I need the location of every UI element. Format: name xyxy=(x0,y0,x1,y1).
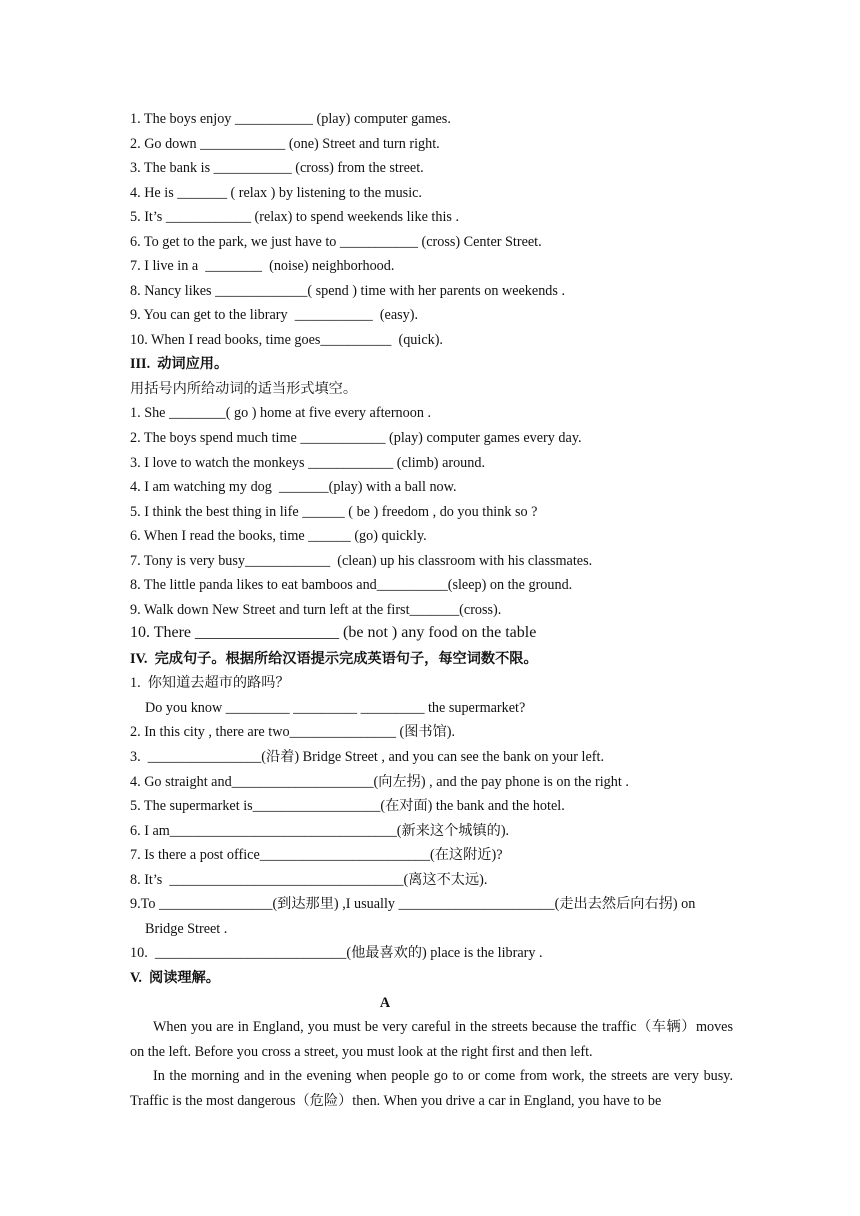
exercise-item: 8. Nancy likes _____________( spend ) time with her parents on weekends . xyxy=(130,283,565,299)
exercise-item: 3. The bank is ___________ (cross) from the street. xyxy=(130,160,424,176)
exercise-item-continuation: Bridge Street . xyxy=(145,921,228,937)
exercise-item: 1. 你知道去超市的路吗？ xyxy=(130,675,290,691)
exercise-item: 1. She ________( go ) home at five every afternoon . xyxy=(130,405,432,421)
reading-paragraph: In the morning and in the evening when people go to or come from work, the streets are very busy. Traffic is the most dangerous（危险）then. When you drive a car in England, you have to be xyxy=(130,1068,733,1109)
exercise-item: 4. Go straight and____________________(向左拐) , and the pay phone is on the right . xyxy=(130,774,629,790)
exercise-item: 10. ___________________________(他最喜欢的) place is the library . xyxy=(130,945,543,961)
exercise-item: 9. Walk down New Street and turn left at the first_______(cross). xyxy=(130,602,502,618)
exercise-item: 8. The little panda likes to eat bamboos and__________(sleep) on the ground. xyxy=(130,577,573,593)
section-heading: III. 动词应用。 xyxy=(130,356,229,372)
exercise-item: 8. It’s _________________________________(离这不太远). xyxy=(130,872,488,888)
exercise-item: 10. When I read books, time goes__________ (quick). xyxy=(130,332,443,348)
exercise-item: 5. I think the best thing in life ______ ( be ) freedom , do you think so ? xyxy=(130,504,538,520)
exercise-item: 5. The supermarket is__________________(在对面) the bank and the hotel. xyxy=(130,798,565,814)
exercise-item: 6. To get to the park, we just have to ___________ (cross) Center Street. xyxy=(130,234,542,250)
section-heading: V. 阅读理解。 xyxy=(130,970,220,986)
exercise-item: 6. I am________________________________(新来这个城镇的). xyxy=(130,823,510,839)
exercise-item: 7. I live in a ________ (noise) neighborhood. xyxy=(130,258,395,274)
section-instruction: 用括号内所给动词的适当形式填空。 xyxy=(130,381,358,397)
exercise-item: 4. I am watching my dog _______(play) with a ball now. xyxy=(130,479,457,495)
exercise-item: 2. Go down ____________ (one) Street and turn right. xyxy=(130,136,440,152)
exercise-item: 7. Is there a post office________________________(在这附近)? xyxy=(130,847,503,863)
exercise-item: 2. In this city , there are two_______________ (图书馆). xyxy=(130,724,456,740)
exercise-item: 1. The boys enjoy ___________ (play) computer games. xyxy=(130,111,451,127)
exercise-item: 5. It’s ____________ (relax) to spend weekends like this . xyxy=(130,209,460,225)
passage-title: A xyxy=(379,995,391,1011)
exercise-item: 2. The boys spend much time ____________ (play) computer games every day. xyxy=(130,430,582,446)
reading-paragraph: When you are in England, you must be very careful in the streets because the traffic（车辆）moves on the left. Before you cross a street, you must look at the right first and then left. xyxy=(130,1019,733,1060)
exercise-item: 9.To ________________(到达那里) ,I usually ______________________(走出去然后向右拐) on xyxy=(130,896,696,912)
exercise-item: 4. He is _______ ( relax ) by listening to the music. xyxy=(130,185,422,201)
exercise-item: 9. You can get to the library ___________ (easy). xyxy=(130,307,419,323)
exercise-item: 10. There __________________ (be not ) any food on the table xyxy=(130,624,537,641)
section-heading: IV. 完成句子。根据所给汉语提示完成英语句子，每空词数不限。 xyxy=(130,651,538,667)
exercise-item: 6. When I read the books, time ______ (go) quickly. xyxy=(130,528,427,544)
exercise-item: 3. I love to watch the monkeys ____________ (climb) around. xyxy=(130,455,486,471)
exercise-item: Do you know _________ _________ _________ the supermarket? xyxy=(145,700,526,716)
exercise-item: 3. ________________(沿着) Bridge Street , and you can see the bank on your left. xyxy=(130,749,604,765)
exercise-item: 7. Tony is very busy____________ (clean) up his classroom with his classmates. xyxy=(130,553,593,569)
